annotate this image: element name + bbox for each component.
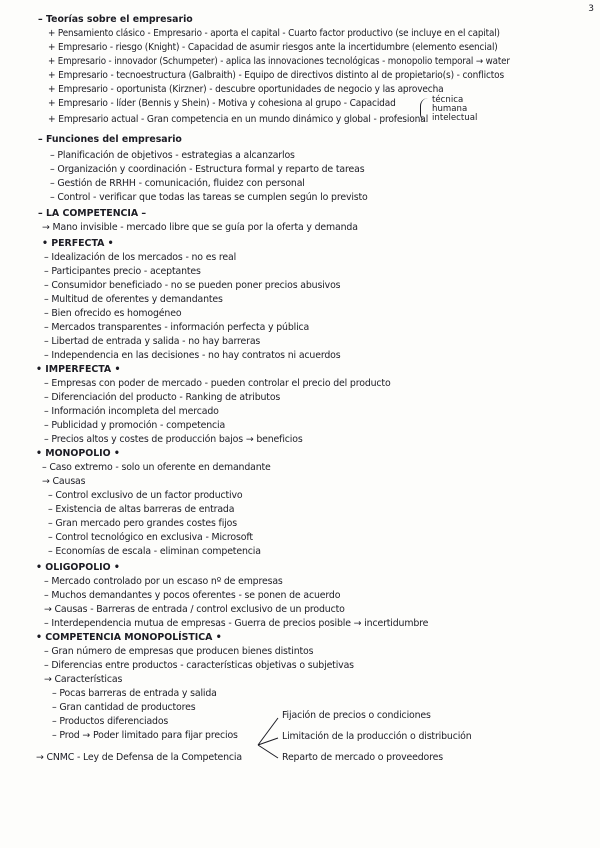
note-line: – Caso extremo - solo un oferente en demandante xyxy=(42,462,271,473)
side-label: técnica xyxy=(432,95,464,105)
side-label: humana xyxy=(432,104,468,114)
note-line: – Libertad de entrada y salida - no hay barreras xyxy=(44,336,261,347)
cnmc-branch: Fijación de precios o condiciones xyxy=(282,710,431,721)
note-heading: – Funciones del empresario xyxy=(38,134,182,145)
note-line: – Mercados transparentes - información perfecta y pública xyxy=(44,322,310,333)
note-line: – Gran cantidad de productores xyxy=(52,702,196,713)
note-line: – Gran mercado pero grandes costes fijos xyxy=(48,518,237,529)
note-line: – Muchos demandantes y pocos oferentes - se ponen de acuerdo xyxy=(44,590,341,601)
page-number: 3 xyxy=(588,4,594,14)
note-heading: • IMPERFECTA • xyxy=(36,364,121,375)
note-heading: – LA COMPETENCIA – xyxy=(38,208,147,219)
note-line: – Prod → Poder limitado para fijar precios xyxy=(52,730,238,741)
note-line: – Independencia en las decisiones - no hay contratos ni acuerdos xyxy=(44,350,341,361)
note-line: – Precios altos y costes de producción bajos → beneficios xyxy=(44,434,303,445)
note-heading: • COMPETENCIA MONOPOLÍSTICA • xyxy=(36,632,222,643)
note-line: – Empresas con poder de mercado - pueden controlar el precio del producto xyxy=(44,378,391,389)
note-line: – Idealización de los mercados - no es real xyxy=(44,252,237,263)
note-line: – Interdependencia mutua de empresas - Guerra de precios posible → incertidumbre xyxy=(44,618,429,629)
note-line: + Empresario - oportunista (Kirzner) - descubre oportunidades de negocio y las aprovecha xyxy=(48,84,444,95)
note-line: + Empresario - tecnoestructura (Galbraith) - Equipo de directivos distinto al de propietario(s) - conflictos xyxy=(48,70,505,81)
note-line: – Control tecnológico en exclusiva - Microsoft xyxy=(48,532,253,543)
cnmc-branch: Limitación de la producción o distribución xyxy=(282,731,472,742)
note-line: – Teorías sobre el empresario xyxy=(38,14,193,25)
note-heading: • MONOPOLIO • xyxy=(36,448,120,459)
note-line: → Mano invisible - mercado libre que se guía por la oferta y demanda xyxy=(42,222,358,233)
note-line: – Consumidor beneficiado - no se pueden poner precios abusivos xyxy=(44,280,341,291)
note-line: – Gran número de empresas que producen bienes distintos xyxy=(44,646,314,657)
note-line: – Control exclusivo de un factor productivo xyxy=(48,490,243,501)
note-line: – Pocas barreras de entrada y salida xyxy=(52,688,217,699)
note-line: – Diferenciación del producto - Ranking de atributos xyxy=(44,392,281,403)
side-label: intelectual xyxy=(432,113,478,123)
note-line: – Participantes precio - aceptantes xyxy=(44,266,201,277)
note-line: – Planificación de objetivos - estrategias a alcanzarlos xyxy=(50,150,295,161)
note-line: + Empresario actual - Gran competencia en un mundo dinámico y global - profesional xyxy=(48,114,429,125)
note-line: + Empresario - riesgo (Knight) - Capacidad de asumir riesgos ante la incertidumbre (elemento esencial) xyxy=(48,42,498,53)
note-line: + Pensamiento clásico - Empresario - aporta el capital - Cuarto factor productivo (se incluye en el capital) xyxy=(48,28,500,39)
note-line: – Mercado controlado por un escaso nº de empresas xyxy=(44,576,283,587)
note-heading: • PERFECTA • xyxy=(42,238,114,249)
note-line: – Información incompleta del mercado xyxy=(44,406,219,417)
cnmc-branch: Reparto de mercado o proveedores xyxy=(282,752,443,763)
note-line: – Publicidad y promoción - competencia xyxy=(44,420,226,431)
note-line: – Productos diferenciados xyxy=(52,716,169,727)
cnmc-line: → CNMC - Ley de Defensa de la Competencia xyxy=(36,752,242,763)
note-line: – Bien ofrecido es homogéneo xyxy=(44,308,182,319)
note-line: – Gestión de RRHH - comunicación, fluidez con personal xyxy=(50,178,305,189)
note-line: → Causas - Barreras de entrada / control exclusivo de un producto xyxy=(44,604,345,615)
note-line: – Organización y coordinación - Estructura formal y reparto de tareas xyxy=(50,164,365,175)
note-line: + Empresario - líder (Bennis y Shein) - Motiva y cohesiona al grupo - Capacidad xyxy=(48,98,396,109)
note-line: – Control - verificar que todas las tareas se cumplen según lo previsto xyxy=(50,192,368,203)
note-line: – Multitud de oferentes y demandantes xyxy=(44,294,223,305)
note-line: + Empresario - innovador (Schumpeter) - aplica las innovaciones tecnológicas - monopolio temporal → water xyxy=(48,56,510,67)
note-line: → Causas xyxy=(42,476,86,487)
note-line: – Economías de escala - eliminan competencia xyxy=(48,546,261,557)
note-line: → Características xyxy=(44,674,123,685)
note-line: – Existencia de altas barreras de entrada xyxy=(48,504,235,515)
note-heading: • OLIGOPOLIO • xyxy=(36,562,120,573)
note-line: – Diferencias entre productos - características objetivas o subjetivas xyxy=(44,660,354,671)
